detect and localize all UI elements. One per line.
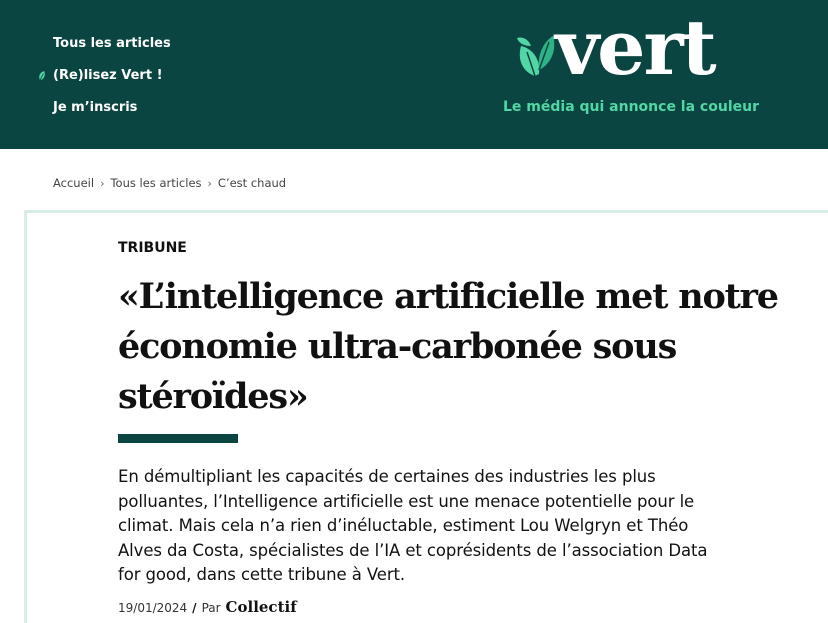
- title-underline: [118, 434, 238, 443]
- article-title-line: économie ultra-carbonée sous: [118, 326, 677, 367]
- leaf-icon: [38, 71, 47, 81]
- lede-line: En démultipliant les capacités de certaines des industries les plus: [118, 467, 656, 486]
- logo-wordmark: vert: [555, 3, 715, 92]
- byline-prefix: Par: [201, 601, 221, 615]
- vert-logo[interactable]: [515, 3, 775, 92]
- nav-reread-vert-link[interactable]: [53, 68, 171, 100]
- article-kicker: TRIBUNE: [118, 240, 187, 256]
- main-nav: [53, 36, 171, 132]
- breadcrumb-home-link[interactable]: Accueil: [53, 176, 95, 190]
- breadcrumb-separator-icon: ›: [207, 176, 212, 190]
- logo-leaf-icon: [515, 32, 555, 80]
- lede-line: Alves da Costa, spécialistes de l’IA et coprésidents de l’association Data: [118, 540, 708, 560]
- tagline: Le média qui annonce la couleur: [503, 99, 759, 115]
- breadcrumb-all-articles-link[interactable]: Tous les articles: [110, 176, 202, 190]
- lede-line: polluantes, l’Intelligence artificielle est une menace potentielle pour le: [118, 491, 695, 511]
- breadcrumb: [53, 176, 286, 190]
- article-title-line: stéroïdes»: [118, 376, 308, 417]
- lede-line: for good, dans cette tribune à Vert.: [118, 565, 406, 584]
- article-lede: [118, 465, 768, 588]
- nav-all-articles-link[interactable]: Tous les articles: [53, 36, 171, 51]
- breadcrumb-separator-icon: ›: [100, 176, 105, 190]
- article-meta: [118, 598, 297, 616]
- article-title: [118, 272, 808, 422]
- breadcrumb-category-link[interactable]: C’est chaud: [217, 176, 287, 190]
- article-title-line: «L’intelligence artificielle met notre: [118, 276, 778, 317]
- nav-reread-vert-label: (Re)lisez Vert !: [53, 68, 163, 83]
- site-header: [0, 0, 828, 149]
- meta-separator: /: [192, 601, 197, 615]
- lede-line: climat. Mais cela n’a rien d’inéluctable, estiment Lou Welgryn et Théo: [118, 516, 689, 535]
- article-date: 19/01/2024: [118, 601, 188, 615]
- nav-subscribe-link[interactable]: Je m’inscris: [53, 100, 138, 115]
- article-author-link[interactable]: Collectif: [225, 598, 297, 616]
